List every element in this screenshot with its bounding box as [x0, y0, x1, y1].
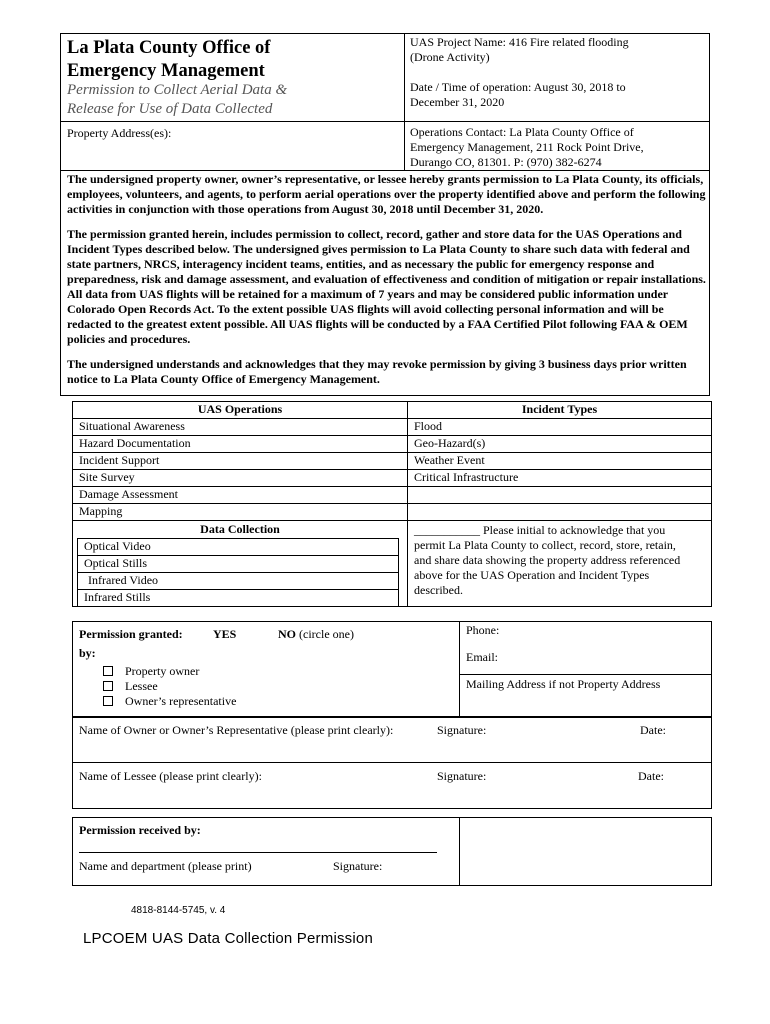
permission-divider-horizontal — [459, 674, 712, 675]
form-subtitle: Permission to Collect Aerial Data & Release for Use of Data Collected — [67, 82, 288, 117]
table-row — [73, 453, 712, 470]
table-row — [73, 470, 712, 487]
lessee-name-field[interactable]: Name of Lessee (please print clearly): — [79, 769, 262, 783]
uas-operations-header: UAS Operations — [73, 402, 408, 419]
permission-granted-row — [79, 627, 459, 642]
header-divider-vertical — [404, 33, 405, 170]
property-address-label: Property Address(es): — [67, 126, 172, 140]
data-item: Optical Video — [78, 539, 399, 556]
owner-name-field[interactable]: Name of Owner or Owner’s Representative (please print clearly): — [79, 723, 394, 737]
uas-op-cell: Situational Awareness — [73, 419, 408, 436]
acknowledge-initial[interactable]: ___________ Please initial to acknowledge that you permit La Plata County to collect, record, store, retain, and share data showing the property address referenced above for the UAS Operation and Incident Types described. — [408, 521, 712, 607]
lessee-date-field[interactable]: Date: — [638, 769, 664, 783]
uas-op-cell: Site Survey — [73, 470, 408, 487]
terms-paragraph-3: The undersigned understands and acknowledges that they may revoke permission by giving 3 business days prior written notice to La Plata County Office of Emergency Management. — [67, 357, 687, 386]
uas-op-cell: Damage Assessment — [73, 487, 408, 504]
table-row — [73, 419, 712, 436]
table-row — [73, 504, 712, 521]
table-row — [73, 436, 712, 453]
incident-cell: Flood — [408, 419, 712, 436]
operations-table — [72, 401, 712, 607]
data-collection-header: Data Collection — [200, 522, 280, 536]
operation-date: Date / Time of operation: August 30, 2018 to December 31, 2020 — [410, 80, 626, 109]
role-option-owners-representative[interactable]: Owner’s representative — [103, 694, 236, 709]
terms-text — [67, 172, 707, 397]
table-row — [73, 487, 712, 504]
checkbox-icon[interactable] — [103, 666, 113, 676]
terms-paragraph-1: The undersigned property owner, owner’s representative, or lessee hereby grants permission to La Plata County, its officials, employees, volunteers, and agents, to perform aerial operations over the property identified above and perform the following activities in conjunction with those operations from August 30, 2018 until December 31, 2020. — [67, 172, 706, 216]
role-option-property-owner[interactable]: Property owner — [103, 664, 236, 679]
document-id: 4818-8144-5745, v. 4 — [131, 905, 226, 916]
uas-op-cell: Incident Support — [73, 453, 408, 470]
data-item: Infrared Stills — [78, 590, 399, 607]
no-option[interactable]: NO (circle one) — [278, 627, 354, 641]
operations-contact: Operations Contact: La Plata County Office of Emergency Management, 211 Rock Point Drive, Durango CO, 81301. P: (970) 382-6274 — [410, 125, 644, 169]
header-divider-horizontal — [60, 121, 710, 122]
checkbox-icon[interactable] — [103, 681, 113, 691]
data-item: Optical Stills — [78, 556, 399, 573]
owner-signature-field[interactable]: Signature: — [437, 723, 487, 737]
incident-cell — [408, 487, 712, 504]
incident-cell: Geo-Hazard(s) — [408, 436, 712, 453]
incident-types-header: Incident Types — [408, 402, 712, 419]
permission-divider-vertical — [459, 621, 460, 717]
role-options — [103, 664, 236, 709]
incident-cell: Critical Infrastructure — [408, 470, 712, 487]
uas-op-cell: Mapping — [73, 504, 408, 521]
incident-cell: Weather Event — [408, 453, 712, 470]
by-label: by: — [79, 646, 96, 660]
role-option-lessee[interactable]: Lessee — [103, 679, 236, 694]
terms-paragraph-2: The permission granted herein, includes permission to collect, record, gather and store data for the UAS Operations and Incident Types described below. The undersigned gives permission to La Plata County to share such data with federal and state partners, NRCS, interagency incident teams, entities, and as necessary the public for emergency response and preparedness, risk and damage assessment, and evaluation of effectiveness and condition of mitigation or repair installations. All data from UAS flights will be retained for a maximum of 7 years and may be considered public information under Colorado Open Records Act. To the extent possible UAS flights will avoid collecting personal information and will be redacted to the greatest extent possible. All UAS flights will be conducted by a FAA Certified Pilot following FAA & OEM policies and procedures. — [67, 227, 706, 346]
checkbox-icon[interactable] — [103, 696, 113, 706]
data-collection-cell — [73, 521, 408, 607]
received-name-line[interactable] — [79, 852, 437, 853]
permission-granted-label: Permission granted: — [79, 627, 183, 641]
received-divider-vertical — [459, 817, 460, 886]
incident-cell — [408, 504, 712, 521]
email-field[interactable]: Email: — [466, 650, 498, 664]
document-title: LPCOEM UAS Data Collection Permission — [83, 930, 373, 947]
yes-option[interactable]: YES — [213, 627, 237, 641]
data-collection-table — [77, 538, 399, 606]
permission-received-label: Permission received by: — [79, 823, 201, 837]
data-item: Infrared Video — [78, 573, 399, 590]
owner-date-field[interactable]: Date: — [640, 723, 666, 737]
org-title: La Plata County Office of Emergency Management — [67, 38, 271, 81]
received-signature-field[interactable]: Signature: — [333, 859, 383, 873]
lessee-signature-field[interactable]: Signature: — [437, 769, 487, 783]
project-name: UAS Project Name: 416 Fire related flooding (Drone Activity) — [410, 35, 629, 64]
mailing-address-field[interactable]: Mailing Address if not Property Address — [466, 677, 661, 691]
phone-field[interactable]: Phone: — [466, 623, 500, 637]
received-name-field[interactable]: Name and department (please print) — [79, 859, 252, 873]
uas-op-cell: Hazard Documentation — [73, 436, 408, 453]
